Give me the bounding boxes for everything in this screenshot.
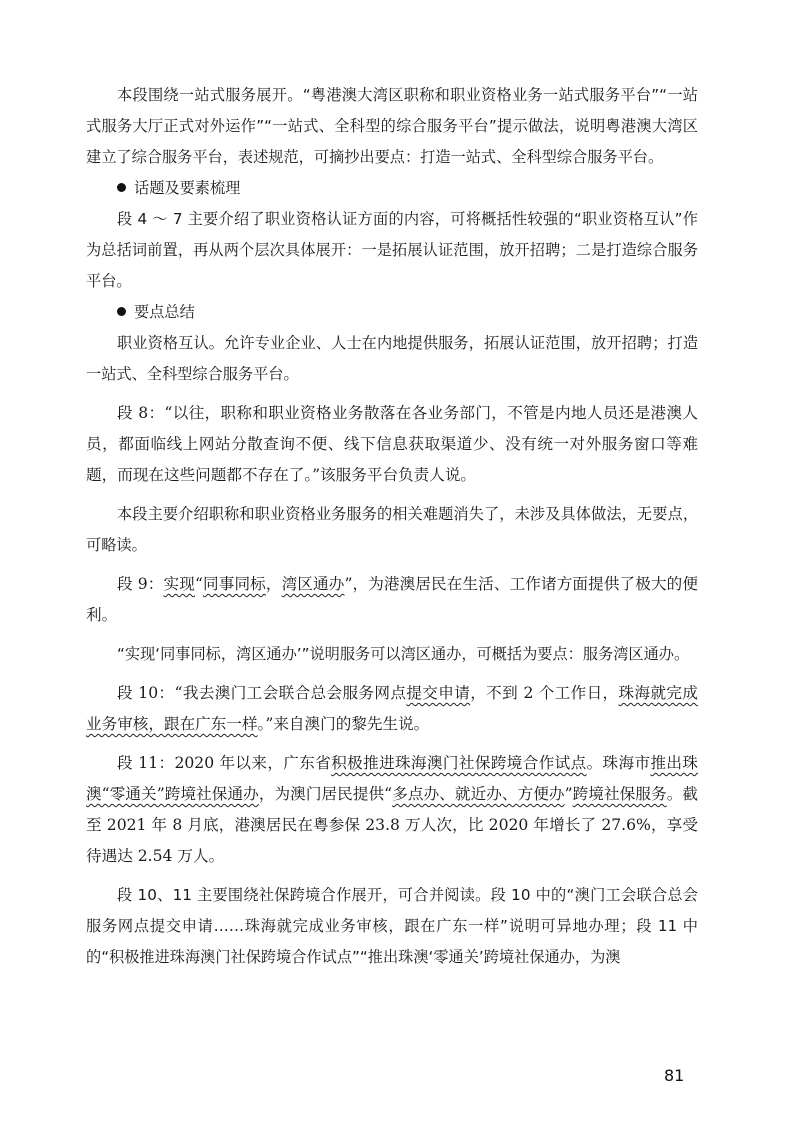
text-run: 。”来自澳门的黎先生说。 [257, 715, 430, 733]
text-run: ”，为港澳居民在生活、工作诸方面提供了极大的便利。 [86, 575, 698, 624]
section-heading-text: 话题及要素梳理 [134, 179, 241, 197]
page-number: 81 [664, 1066, 685, 1085]
text-run: 段 10：“我去澳门工会联合总会服务网点 [117, 684, 407, 702]
wavy-underlined-text: 多点办、就近办、方便办 [392, 785, 565, 803]
wavy-underlined-text: 推出珠澳“零通关”跨境社保通办 [86, 754, 698, 803]
text-run: 段 11：2020 年以来，广东省 [117, 754, 332, 772]
text-run: ，为澳门居民提供“ [258, 785, 393, 803]
paragraph-analysis-9: “实现‘同事同标，湾区通办’”说明服务可以湾区通办，可概括为要点：服务湾区通办。 [117, 645, 690, 663]
section-heading-topics [86, 173, 698, 204]
paragraph-analysis-4-7: 段 4 ～ 7 主要介绍了职业资格认证方面的内容，可将概括性较强的“职业资格互认”作为总括词前置，再从两个层次具体展开：一是拓展认证范围，放开招聘；二是打造综合服务平台。 [86, 210, 698, 290]
text-run: ， [265, 575, 282, 593]
paragraph-source-10 [86, 678, 698, 740]
paragraph-key-points: 职业资格互认。允许专业企业、人士在内地提供服务，拓展认证范围，放开招聘；打造一站式、全科型综合服务平台。 [86, 334, 698, 383]
paragraph-analysis-10-11: 段 10、11 主要围绕社保跨境合作展开，可合并阅读。段 10 中的“澳门工会联合总会服务网点提交申请……珠海就完成业务审核，跟在广东一样”说明可异地办理；段 11 中的“积极推进珠海澳门社保跨境合作试点”“推出珠澳‘零通关’跨境社保通办，为澳 [86, 886, 698, 966]
wavy-underlined-text: 提交申请 [406, 684, 471, 702]
text-run: 。珠海市 [586, 754, 651, 772]
text-run: “ [194, 575, 203, 593]
text-run: 段 9： [117, 575, 164, 593]
paragraph-analysis-8: 本段主要介绍职称和职业资格业务服务的相关难题消失了，未涉及具体做法，无要点，可略读。 [86, 505, 698, 554]
wavy-underlined-text: 积极推进珠海澳门社保跨境合作试点 [331, 754, 587, 772]
text-run: 。截至 2021 年 8 月底，港澳居民在粤参保 23.8 万人次，比 2020 年增长了 27.6%，享受待遇达 2.54 万人。 [86, 785, 698, 865]
wavy-underlined-text: 跨境社保服务 [572, 785, 667, 803]
section-heading-text: 要点总结 [134, 303, 195, 321]
paragraph-source-8: 段 8：“以往，职称和职业资格业务散落在各业务部门，不管是内地人员还是港澳人员，都面临线上网站分散查询不便、线下信息获取渠道少、没有统一对外服务窗口等难题，而现在这些问题都不存在了。”该服务平台负责人说。 [86, 404, 698, 484]
paragraph-source-11 [86, 748, 698, 872]
paragraph-source-9 [86, 569, 698, 631]
wavy-underlined-text: 同事同标 [202, 575, 266, 593]
text-run: ，不到 2 个工作日， [470, 684, 619, 702]
bullet-icon [117, 307, 126, 316]
bullet-icon [117, 183, 126, 192]
page-content [86, 80, 698, 973]
wavy-underlined-text: 湾区通办 [281, 575, 345, 593]
section-heading-summary [86, 297, 698, 328]
text-run: ” [564, 785, 573, 803]
wavy-underlined-text: 实现 [163, 575, 195, 593]
wavy-underlined-text: 珠海就完成业务审核，跟在广东一样 [86, 684, 698, 733]
paragraph-analysis-one-stop: 本段围绕一站式服务展开。“粤港澳大湾区职称和职业资格业务一站式服务平台”“一站式服务大厅正式对外运作”“一站式、全科型的综合服务平台”提示做法，说明粤港澳大湾区建立了综合服务平台，表述规范，可摘抄出要点：打造一站式、全科型综合服务平台。 [86, 86, 698, 166]
